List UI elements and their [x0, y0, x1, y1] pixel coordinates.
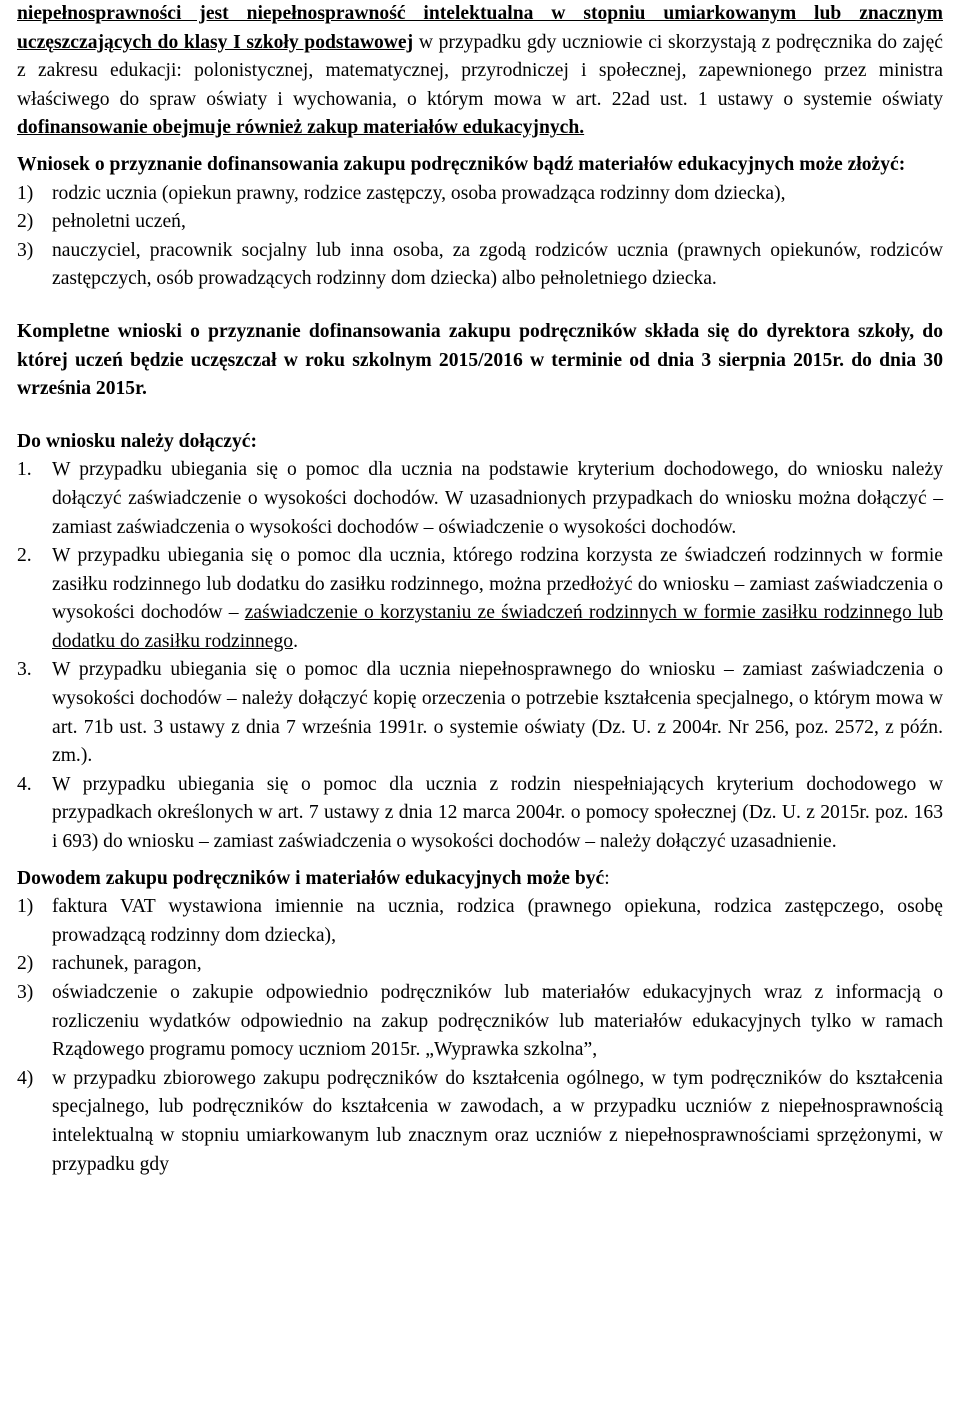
list-text: W przypadku ubiegania się o pomoc dla ucznia na podstawie kryterium dochodowego, do wniosku należy dołączyć zaświadczenie o wysokości dochodów. W uzasadnionych przypadkach do wniosku można dołączyć – zamiast zaświadczenia o wysokości dochodów – oświadczenie o wysokości dochodów. — [52, 459, 943, 538]
intro-cofinancing-underlined: dofinansowanie obejmuje również — [17, 117, 308, 139]
list-item — [17, 950, 943, 979]
list-text: rodzic ucznia (opiekun prawny, rodzice zastępczy, osoba prowadząca rodzinny dom dziecka), — [52, 182, 786, 204]
list-number: 3) — [17, 239, 34, 261]
list-number: 2. — [17, 545, 32, 567]
list-number: 4) — [17, 1067, 34, 1089]
proof-heading: Dowodem zakupu podręczników i materiałów edukacyjnych może być: — [17, 867, 610, 889]
list-item — [17, 979, 943, 1065]
list-text: W przypadku ubiegania się o pomoc dla ucznia niepełnosprawnego do wniosku – zamiast zaświadczenia o wysokości dochodów – należy dołączyć kopię orzeczenia o potrzebie kształcenia specjalnego, o którym mowa w art. 71b ust. 3 ustawy z dnia 7 września 1991r. o systemie oświaty (Dz. U. z 2004r. Nr 256, poz. 2572, z późn. zm.). — [52, 659, 943, 767]
list-text: faktura VAT wystawiona imiennie na ucznia, rodzica (prawnego opiekuna, rodzica zastępczego, osobę prowadzącą rodzinny dom dziecka), — [52, 896, 943, 946]
list-number: 3. — [17, 659, 32, 681]
list-item — [17, 893, 943, 950]
intro-bold-underlined: niepełnosprawności jest niepełnosprawność intelektualna w stopniu umiarkowanym lub znacznym uczęszczających do klasy I szkoły podstawowej — [17, 3, 943, 53]
list-item — [17, 208, 943, 237]
list-number: 1. — [17, 459, 32, 481]
intro-materials-underlined: zakup materiałów edukacyjnych. — [307, 117, 585, 139]
list-text: rachunek, paragon, — [52, 953, 202, 975]
list-text: W przypadku ubiegania się o pomoc dla ucznia, którego rodzina korzysta ze świadczeń rodzinnych w formie zasiłku rodzinnego lub dodatku do zasiłku rodzinnego, można przedłożyć do wniosku – zamiast zaświadczenia o wysokości dochodów – — [52, 545, 943, 624]
list-text: nauczyciel, pracownik socjalny lub inna osoba, za zgodą rodziców ucznia (prawnych opiekunów, rodziców zastępczych, osób prowadzących rodzinny dom dziecka) albo pełnoletniego dziecka. — [52, 239, 943, 290]
list-number: 1) — [17, 896, 34, 918]
intro-paragraph — [17, 0, 943, 143]
list-number: 3) — [17, 982, 34, 1003]
list-text-end: . — [293, 630, 298, 652]
attach-heading: Do wniosku należy dołączyć: — [17, 430, 258, 452]
intro-text: w przypadku gdy uczniowie ci skorzystają z podręcznika do zajęć z zakresu edukacji: polonistycznej, matematycznej, przyrodniczej i społecznej, zapewnionego przez ministra właściwego do spraw oświaty i wychowania, o którym mowa w art. 22ad ust. 1 ustawy o systemie oświaty — [17, 31, 943, 110]
list-text: w przypadku zbiorowego zakupu podręczników do kształcenia ogólnego, w tym podręczników do kształcenia specjalnego, lub podręczników do kształcenia w zawodach, a w przypadku uczniów z niepełnosprawnością intelektualną w stopniu umiarkowanym lub znacznym oraz uczniów z niepełnosprawnościami sprzężonymi, w przypadku gdy — [52, 1067, 943, 1175]
list-item — [17, 771, 943, 857]
who-list — [17, 180, 943, 294]
list-item — [17, 656, 943, 770]
list-text-underlined: zaświadczenie o korzystaniu ze świadczeń rodzinnych w formie zasiłku rodzinnego lub dodatku do zasiłku rodzinnego — [52, 602, 943, 652]
list-text: pełnoletni uczeń, — [52, 211, 186, 233]
list-number: 2) — [17, 211, 34, 233]
attach-list — [17, 456, 943, 856]
list-item — [17, 1065, 943, 1179]
list-text: W przypadku ubiegania się o pomoc dla ucznia z rodzin niespełniających kryterium dochodowego w przypadkach określonych w art. 7 ustawy z dnia 12 marca 2004r. o pomocy społecznej (Dz. U. z 2015r. poz. 163 i 693) do wniosku – zamiast zaświadczenia o wysokości dochodów – należy dołączyć uzasadnienie. — [52, 773, 943, 853]
list-item — [17, 542, 943, 656]
list-number: 2) — [17, 953, 34, 975]
list-number: 4. — [17, 773, 32, 795]
who-heading: Wniosek o przyznanie dofinansowania zakupu podręczników bądź materiałów edukacyjnych może złożyć: — [17, 153, 906, 175]
list-item — [17, 456, 943, 542]
proof-list — [17, 893, 943, 1179]
list-item — [17, 180, 943, 209]
list-text: oświadczenie o zakupie odpowiednio podręczników lub materiałów edukacyjnych wraz z informacją o rozliczeniu wydatków odpowiednio na zakup podręczników lub materiałów edukacyjnych tylko w ramach Rządowego programu pomocy uczniom 2015r. „Wyprawka szkolna”, — [52, 982, 943, 1061]
deadline-paragraph: Kompletne wnioski o przyznanie dofinansowania zakupu podręczników składa się do dyrektora szkoły, do której uczeń będzie uczęszczał w roku szkolnym 2015/2016 w terminie od dnia 3 sierpnia 2015r. do dnia 30 września 2015r. — [17, 320, 943, 400]
list-number: 1) — [17, 182, 34, 204]
list-item — [17, 237, 943, 294]
